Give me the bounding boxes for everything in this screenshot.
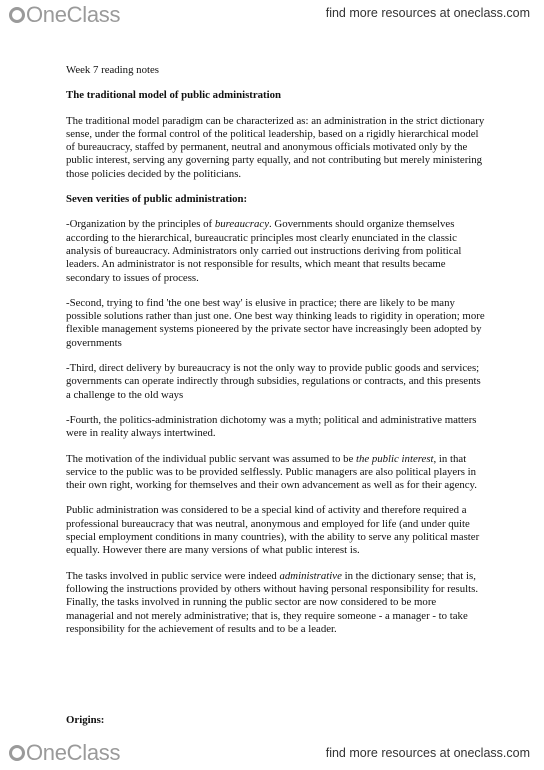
paragraph-motivation: The motivation of the individual public servant was assumed to be the public interest, in that service to the public was to be provided selflessly. Public managers are also political players in their own right, working for themselves and their own advancement as well as for their agency. — [66, 452, 477, 492]
section-heading-seven-verities: Seven verities of public administration: — [66, 193, 248, 206]
top-banner — [0, 0, 544, 34]
paragraph-professional-bureaucracy: Public administration was considered to be a special kind of activity and therefore required a professional bureaucracy that was neutral, anonymous and employed for life (and under quite special employment conditions in many countries), with the ability to serve any political master equally. However there are many versions of what public interest is. — [66, 504, 480, 557]
resources-link-footer[interactable]: find more resources at oneclass.com — [325, 746, 530, 760]
logo-ring-icon — [9, 745, 25, 761]
verity-dichotomy: -Fourth, the politics-administration dichotomy was a myth; political and administrative matters were in reality always intertwined. — [66, 413, 477, 440]
verity-one-best-way: -Second, trying to find 'the one best way' is elusive in practice; there are likely to be many possible solutions rather than just one. One best way thinking leads to rigidity in operation; more flexible management systems pioneered by the private sector have increasingly been adopted by governments — [66, 296, 485, 349]
paragraph-tasks: The tasks involved in public service were indeed administrative in the dictionary sense; that is, following the instructions provided by others without having personal responsibility for results. Finally, the tasks involved in running the public sector are now considered to be more managerial and not merely administrative; that is, they require someone - a manager - to take responsibility for the achievement of results and to be a leader. — [66, 569, 479, 635]
logo-ring-icon — [9, 7, 25, 23]
verity-direct-delivery: -Third, direct delivery by bureaucracy is not the only way to provide public goods and services; governments can operate indirectly through subsidies, regulations or contracts, and this presents a challenge to the old ways — [66, 362, 481, 401]
resources-link[interactable]: find more resources at oneclass.com — [325, 6, 530, 20]
logo-text: OneClass — [26, 2, 121, 27]
verity-bureaucracy: -Organization by the principles of bureaucracy. Governments should organize themselves according to the hierarchical, bureaucratic principles most clearly enunciated in the classic analysis of bureaucracy. Administrators only carried out instructions deriving from political leaders. An administrator is not responsible for results, which meant that results became secondary to issues of process. — [66, 218, 462, 284]
document-body — [66, 64, 486, 636]
bottom-banner — [0, 736, 544, 770]
paragraph-definition: The traditional model paradigm can be characterized as: an administration in the strict dictionary sense, under the formal control of the political leadership, based on a rigidly hierarchical model of bureaucracy, staffed by permanent, neutral and anonymous officials motivated only by the public interest, serving any governing party equally, and not contributing but merely ministering those policies decided by the politicians. — [66, 114, 485, 180]
week-title: Week 7 reading notes — [66, 64, 159, 76]
oneclass-logo-footer[interactable] — [9, 742, 120, 764]
section-heading-traditional-model: The traditional model of public administration — [66, 89, 282, 102]
logo-text: OneClass — [26, 740, 121, 765]
section-heading-origins: Origins: — [66, 713, 105, 726]
oneclass-logo[interactable] — [9, 4, 120, 26]
